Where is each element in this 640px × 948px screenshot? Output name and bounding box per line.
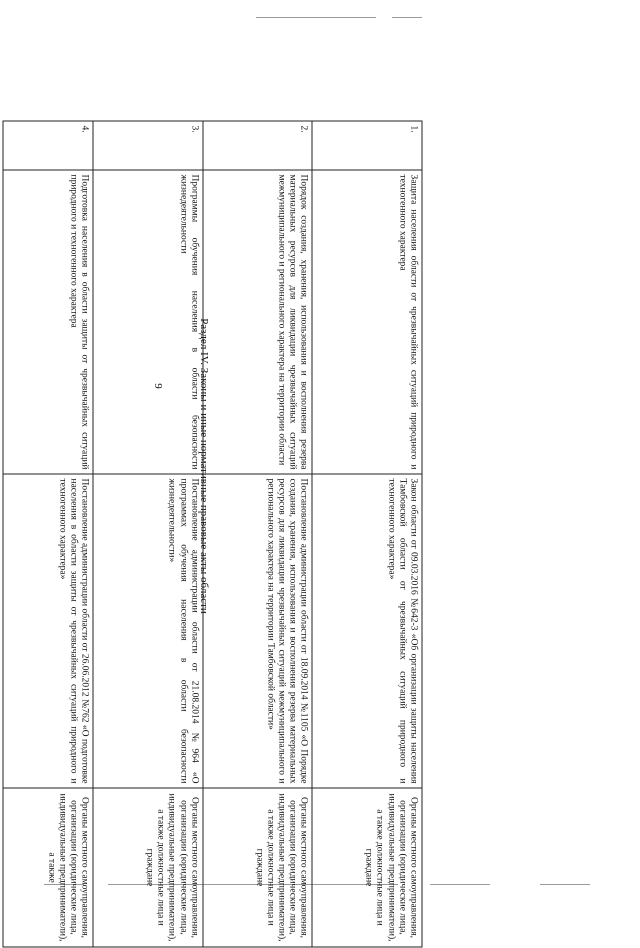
table-row — [93, 121, 203, 947]
row-responsible: Органы местного самоуправления, организации (юридические лица, индивидуальные предприниматели), а также должностные лица и граждане — [93, 788, 203, 947]
row-subject: Порядок создания, хранения, использования и восполнения резерва материальных ресурсов для ликвидации чрезвычайных ситуаций межмуниципального и регионального характера на территории области — [203, 170, 313, 474]
scan-artifact-bottom-4 — [540, 884, 590, 885]
row-number: 3. — [93, 121, 203, 170]
row-responsible: Органы местного самоуправления, организации (юридические лица, индивидуальные предприниматели), а также должностные лица и граждане — [203, 788, 313, 947]
table-row — [3, 121, 93, 947]
row-number: 1. — [312, 121, 422, 170]
scan-artifact-bottom-3 — [430, 884, 490, 885]
table-row — [203, 121, 313, 947]
row-responsible: Органы местного самоуправления, организации (юридические лица, индивидуальные предприниматели), а также — [3, 788, 93, 947]
row-number: 4. — [3, 121, 93, 170]
scan-artifact-top-1 — [256, 17, 376, 18]
row-legal-act: Постановление администрации области от 26.06.2012 №762 «О подготовке населения в области защиты от чрезвычайных ситуаций природного и техногенного характера» — [3, 474, 93, 788]
legal-acts-table — [3, 121, 423, 948]
table-row — [312, 121, 422, 947]
row-legal-act: Закон области от 09.03.2016 №642-3 «Об организации защиты населения Тамбовской области от чрезвычайных ситуаций природного и техногенного характера» — [312, 474, 422, 788]
row-subject: Подготовка населения в области защиты от чрезвычайных ситуаций природного и техногенного характера — [3, 170, 93, 474]
page-number: 9 — [152, 383, 164, 389]
row-legal-act: Постановление администрации области от 21.08.2014 №964 «О программах обучения населения в области безопасности жизнедеятельности» — [93, 474, 203, 788]
section-title: Раздел IV. Законы и иные нормативные правовые акты области — [198, 318, 210, 614]
scan-artifact-top-2 — [392, 17, 422, 18]
row-subject: Защита населения области от чрезвычайных ситуаций природного и техногенного характера — [312, 170, 422, 474]
row-legal-act: Постановление администрации области от 18.09.2014 №1105 «О Порядке создания, хранения, использования и восполнения резерва материальных ресурсов для ликвидации чрезвычайных ситуаций межмуниципального и регионального характера на территории Тамбовской области» — [203, 474, 313, 788]
row-subject: Программы обучения населения в области безопасности жизнедеятельности — [93, 170, 203, 474]
row-responsible: Органы местного самоуправления, организации (юридические лица, индивидуальные предприниматели), а также должностные лица и граждане — [312, 788, 422, 947]
row-number: 2. — [203, 121, 313, 170]
